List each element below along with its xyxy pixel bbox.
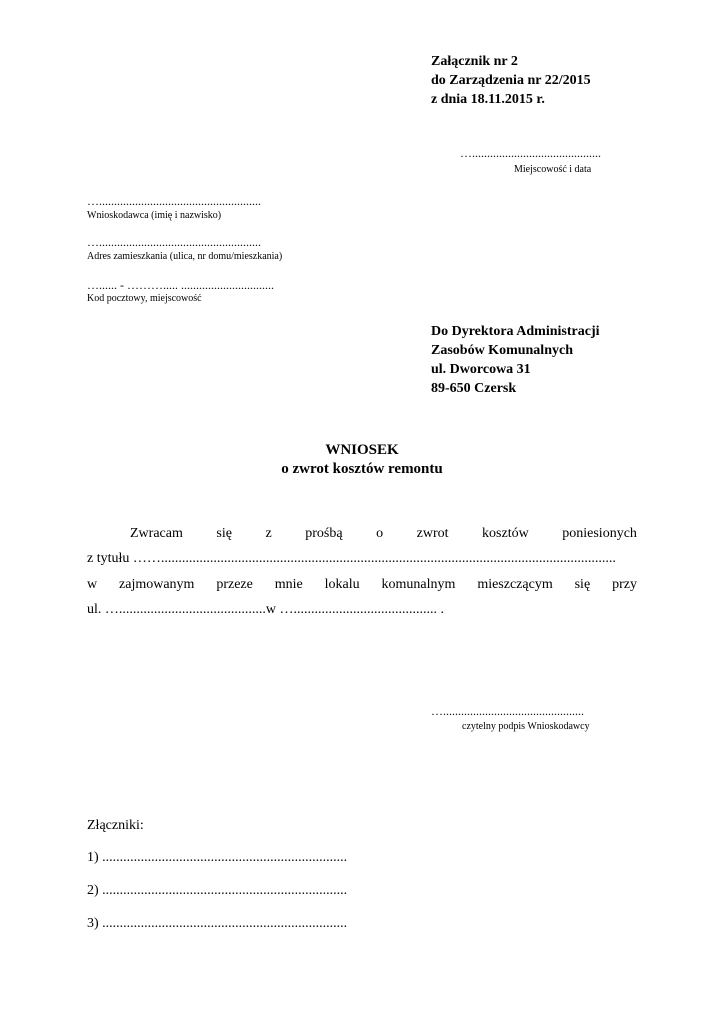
body-line-1-word: kosztów [482,526,529,541]
body-line-1-word: o [376,526,384,541]
postal-code-field[interactable]: …...... - ………..... ............................... [87,278,274,292]
applicant-name-caption: Wnioskodawca (imię i nazwisko) [87,210,222,221]
applicant-address-field[interactable]: …...................................................... [87,235,261,249]
recipient-line-1: Do Dyrektora Administracji [431,324,600,339]
recipient-address [431,322,600,398]
annex-date: z dnia 18.11.2015 r. [431,92,545,107]
postal-code-caption: Kod pocztowy, miejscowość [87,293,202,304]
place-date-caption: Miejscowość i data [514,164,592,175]
annex-header [431,52,591,109]
body-line-3-word: w [87,577,98,592]
body-line-3-word: się [574,577,591,592]
body-line-3-word: zajmowanym [119,577,195,592]
body-line-1-word: się [216,526,232,541]
attachment-item-3[interactable]: 3) ...................................................................... [87,916,348,931]
body-line-1-word: poniesionych [562,526,637,541]
body-line-1-word: prośbą [305,526,343,541]
body-line-3 [87,577,637,593]
applicant-address-caption: Adres zamieszkania (ulica, nr domu/mieszkania) [87,251,283,262]
signature-field[interactable]: …............................................... [431,704,584,718]
annex-number: Załącznik nr 2 [431,54,518,69]
annex-regulation: do Zarządzenia nr 22/2015 [431,73,591,88]
applicant-name-field[interactable]: …...................................................... [87,194,261,208]
body-line-2-field[interactable]: z tytułu …….................................................................................................................................. [87,551,616,566]
signature-caption: czytelny podpis Wnioskodawcy [462,721,590,732]
attachment-item-1[interactable]: 1) ...................................................................... [87,850,348,865]
body-line-3-word: przeze [216,577,253,592]
place-date-field[interactable]: …........................................... [460,146,601,160]
recipient-line-3: ul. Dworcowa 31 [431,362,531,377]
body-line-1-word: Zwracam [130,526,183,541]
title-subtitle: o zwrot kosztów remontu [281,461,443,477]
body-line-4-field[interactable]: ul. …..........................................w …......................................... . [87,602,444,617]
body-line-3-word: lokalu [324,577,360,592]
body-line-1-word: zwrot [416,526,449,541]
recipient-line-4: 89-650 Czersk [431,381,517,396]
body-line-3-word: komunalnym [381,577,456,592]
document-title [0,441,724,479]
attachment-item-2[interactable]: 2) ...................................................................... [87,883,348,898]
body-line-3-word: mieszczącym [477,577,553,592]
body-line-3-word: przy [612,577,637,592]
recipient-line-2: Zasobów Komunalnych [431,343,573,358]
attachments-heading: Złączniki: [87,818,144,833]
body-line-1 [130,526,637,542]
body-line-1-word: z [265,526,272,541]
title-main: WNIOSEK [325,442,399,458]
body-line-3-word: mnie [274,577,303,592]
